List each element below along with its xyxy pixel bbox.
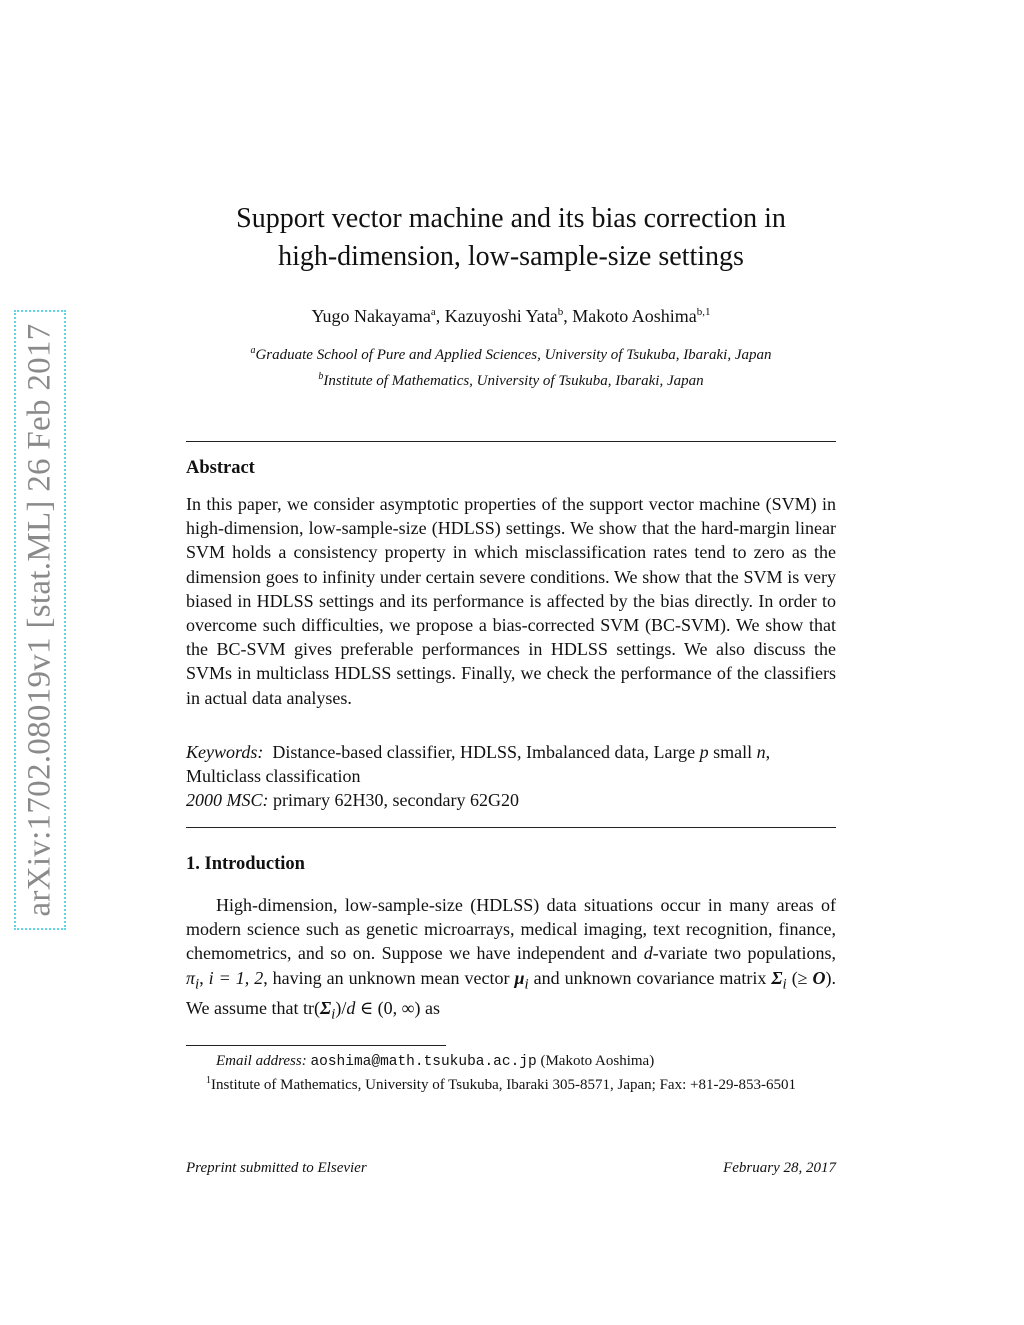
abstract-heading: Abstract <box>186 458 255 478</box>
intro-text: (≥ <box>791 967 808 988</box>
intro-text: ). We assume that tr( <box>186 967 837 1019</box>
paper-title <box>186 200 836 276</box>
math-p: p <box>699 742 709 762</box>
title-line-1: Support vector machine and its bias correction in <box>236 203 786 234</box>
math-pi: π <box>186 967 196 988</box>
footnote-rule <box>186 1045 446 1046</box>
math-sigma: Σ <box>320 998 332 1019</box>
abstract-text: In this paper, we consider asymptotic properties of the support vector machine (SVM) in high-dimension, low-sample-size (HDLSS) settings. We show that the hard-margin linear SVM holds a consistency property in which misclassification rates tend to zero as the dimension goes to infinity under certain severe conditions. We show that the SVM is very biased in HDLSS settings and its performance is affected by the bias directly. In order to overcome such difficulties, we propose a bias-corrected SVM (BC-SVM). We show that the BC-SVM gives preferable performances in HDLSS settings. We also discuss the SVMs in multiclass HDLSS settings. Finally, we check the performance of the classifiers in actual data analyses. <box>186 494 836 708</box>
footnote-text: Institute of Mathematics, University of Tsukuba, Ibaraki 305-8571, Japan; Fax: +81-29-853-6501 <box>211 1077 796 1093</box>
author-list <box>186 300 836 328</box>
affiliation-mark: b <box>318 371 324 382</box>
title-line-2: high-dimension, low-sample-size settings <box>278 241 744 272</box>
arxiv-stamp-text: arXiv:1702.08019v1 [stat.ML] 26 Feb 2017 <box>21 323 58 917</box>
intro-text: , <box>199 967 204 988</box>
math-subscript: i <box>195 976 200 993</box>
intro-text: -variate two populations, <box>652 943 836 964</box>
intro-paragraph <box>186 893 836 1027</box>
math-subscript: i <box>782 976 787 993</box>
math-sigma: Σ <box>771 967 783 988</box>
math-index: i = 1, 2 <box>208 967 264 988</box>
affiliation <box>186 340 836 366</box>
math-O: O <box>812 967 826 988</box>
intro-text: and unknown covariance matrix <box>533 967 767 988</box>
msc-text: primary 62H30, secondary 62G20 <box>273 790 519 810</box>
msc-codes <box>186 788 836 812</box>
keywords-label: Keywords: <box>186 742 264 762</box>
divider-top <box>186 441 836 442</box>
author-mark: b,1 <box>696 306 711 318</box>
keywords-text: small <box>713 742 753 762</box>
affiliation-mark: a <box>250 345 256 356</box>
math-subscript: i <box>524 976 529 993</box>
intro-text: High-dimension, low-sample-size (HDLSS) data situations occur in many areas of modern science such as genetic microarrays, medical imaging, text recognition, finance, chemometrics, and so on. Suppose we have independent and <box>186 895 836 964</box>
author-name: Makoto Aoshima <box>572 306 697 326</box>
math-d: d <box>643 943 653 964</box>
footnote-mark: 1 <box>206 1075 211 1086</box>
author-separator: , <box>563 306 573 326</box>
section-heading: 1. Introduction <box>186 854 305 874</box>
affiliations <box>186 340 836 392</box>
keywords <box>186 740 836 788</box>
email-address: aoshima@math.tsukuba.ac.jp <box>310 1054 537 1070</box>
affiliation-text: Institute of Mathematics, University of Tsukuba, Ibaraki, Japan <box>323 373 704 389</box>
email-owner: (Makoto Aoshima) <box>540 1053 655 1069</box>
keywords-text: , Multiclass classification <box>186 742 771 787</box>
msc-label: 2000 MSC: <box>186 790 269 810</box>
arxiv-stamp <box>14 310 66 930</box>
intro-text: , having an unknown mean vector <box>263 967 510 988</box>
author-mark: a <box>430 306 436 318</box>
author-separator: , <box>435 306 445 326</box>
intro-text: )/ <box>335 998 347 1019</box>
author-name: Kazuyoshi Yata <box>444 306 558 326</box>
affiliation <box>186 366 836 392</box>
preprint-note: Preprint submitted to Elsevier <box>186 1160 367 1176</box>
affiliation-text: Graduate School of Pure and Applied Sciences, University of Tsukuba, Ibaraki, Japan <box>255 347 772 363</box>
preprint-date: February 28, 2017 <box>723 1160 836 1176</box>
math-mu: μ <box>514 967 525 988</box>
math-n: n <box>756 742 766 762</box>
author-name: Yugo Nakayama <box>311 306 431 326</box>
author-mark: b <box>557 306 564 318</box>
math-d: d <box>346 998 356 1019</box>
footnote-email <box>186 1051 836 1072</box>
footnote-institute <box>186 1071 836 1095</box>
intro-text: ∈ (0, ∞) as <box>359 998 440 1019</box>
email-label: Email address: <box>216 1053 307 1069</box>
divider-bottom <box>186 827 836 828</box>
keywords-text: Distance-based classifier, HDLSS, Imbalanced data, Large <box>272 742 696 762</box>
math-subscript: i <box>331 1007 336 1023</box>
